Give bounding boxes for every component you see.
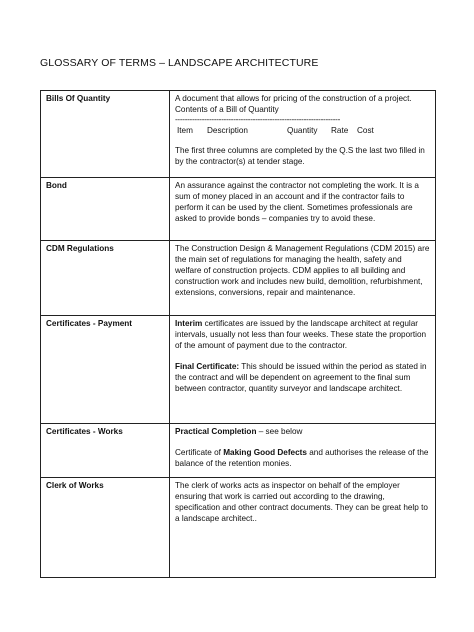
- glossary-table: [40, 90, 436, 578]
- definition-text: The first three columns are completed by the Q.S the last two filled in by the contractor(s) at tender stage.: [175, 145, 425, 166]
- definition-text: A document that allows for pricing of the construction of a project. Contents of a Bill of Quantity: [175, 94, 412, 114]
- definition-text: This should be issued within the period as stated in the contract and will be dependent on agreement to the final sum between contractor, quantity surveyor and landscape architect.: [175, 361, 427, 393]
- definition-cell: [170, 178, 436, 241]
- table-row: [41, 178, 436, 241]
- divider-rule: --------------------------------------------------------------------: [175, 115, 341, 124]
- definition-text: – see below: [256, 427, 303, 436]
- bill-columns: [175, 126, 430, 137]
- definition-text: The Construction Design & Management Regulations (CDM 2015) are the main set of regulations for managing the health, safety and welfare of construction projects. CDM applies to all building and construction work and includes new build, demolition, refurbishment, extensions, conversions, repair and maintenance.: [175, 244, 430, 297]
- column-label: Quantity: [287, 125, 318, 135]
- table-row: [41, 241, 436, 316]
- definition-cell: [170, 241, 436, 316]
- table-row: [41, 316, 436, 424]
- bold-term: Final Certificate:: [175, 361, 240, 371]
- definition-paragraph: [175, 319, 430, 352]
- term-cell: Bills Of Quantity: [41, 91, 170, 178]
- bold-term: Practical Completion: [175, 427, 257, 436]
- definition-text: The clerk of works acts as inspector on behalf of the employer ensuring that work is carried out according to the drawing, specification and other contract documents. They can be great help to a landscape architect..: [175, 481, 428, 523]
- column-label: Description: [207, 125, 248, 135]
- definition-cell: [170, 424, 436, 478]
- term-cell: Certificates - Works: [41, 424, 170, 478]
- definition-cell: [170, 478, 436, 578]
- term-cell: Clerk of Works: [41, 478, 170, 578]
- definition-paragraph: [175, 427, 430, 438]
- term-cell: Bond: [41, 178, 170, 241]
- table-row: [41, 424, 436, 478]
- bold-term: Making Good Defects: [223, 447, 307, 457]
- column-label: Item: [177, 125, 193, 135]
- definition-paragraph: [175, 362, 430, 395]
- column-label: Rate: [331, 125, 349, 135]
- document-title: GLOSSARY OF TERMS – LANDSCAPE ARCHITECTURE: [40, 57, 319, 69]
- bold-term: Interim: [175, 319, 203, 328]
- table-row: [41, 478, 436, 578]
- definition-cell: [170, 316, 436, 424]
- definition-paragraph: [175, 448, 430, 470]
- term-cell: Certificates - Payment: [41, 316, 170, 424]
- term-cell: CDM Regulations: [41, 241, 170, 316]
- definition-text: and authorises the release of the balance of the retention monies.: [175, 447, 429, 468]
- definition-text: Certificate of: [175, 447, 224, 457]
- definition-text: certificates are issued by the landscape architect at regular intervals, usually not less than four weeks. These state the proportion of the amount of payment due to the contractor.: [175, 319, 427, 350]
- definition-cell: [170, 91, 436, 178]
- column-label: Cost: [357, 125, 374, 135]
- table-row: [41, 91, 436, 178]
- definition-text: An assurance against the contractor not completing the work. It is a sum of money placed in an account and if the contractor fails to perform it can be used by the client. Sometimes professionals are asked to provide bonds – companies try to avoid these.: [175, 181, 419, 223]
